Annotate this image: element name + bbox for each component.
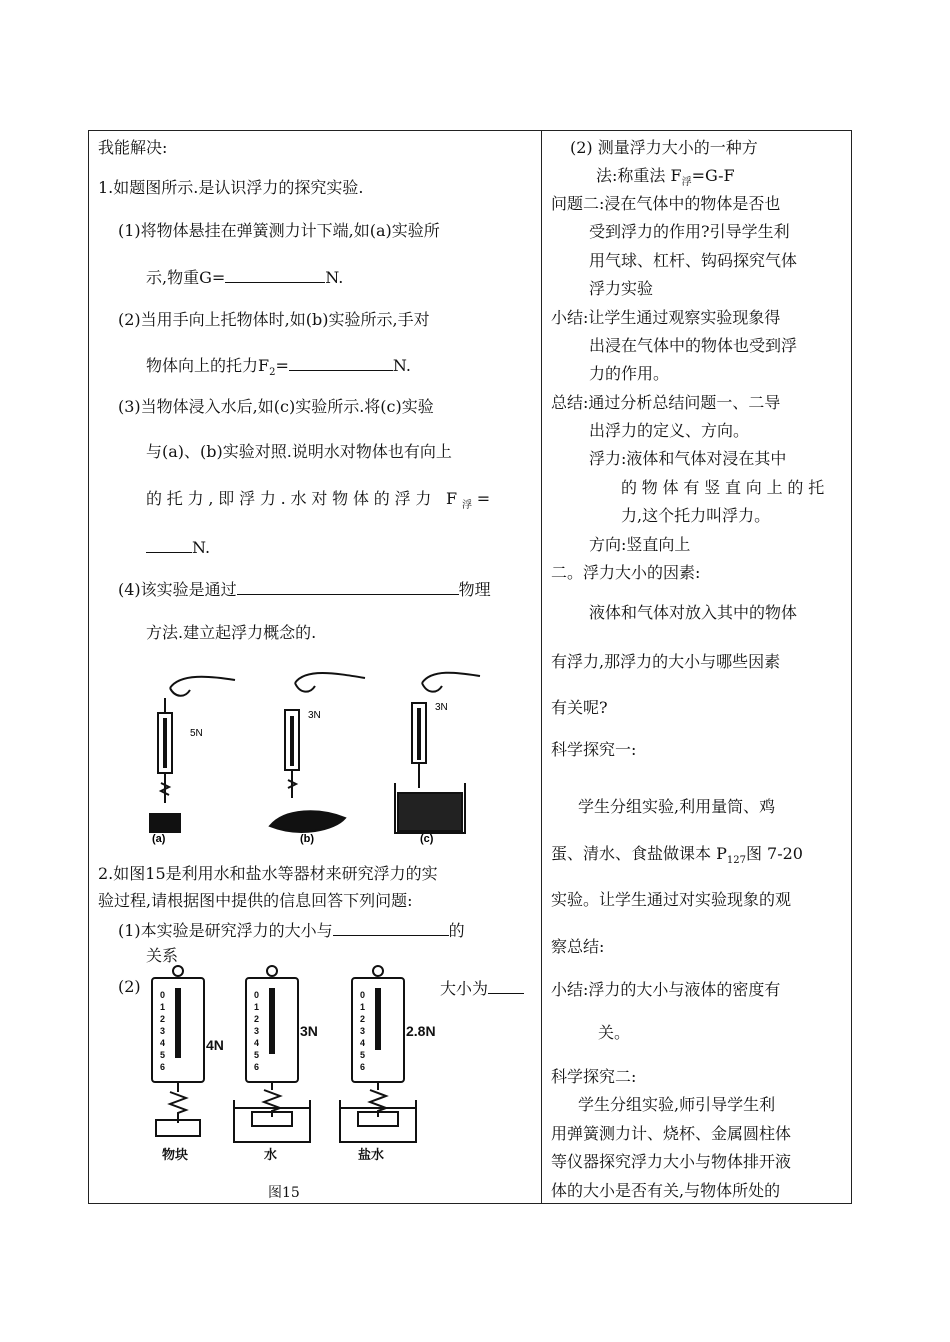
tick-label: 0 — [360, 990, 366, 1000]
question-2-line2: 验过程,请根据图中提供的信息回答下列问题: — [98, 891, 413, 910]
right-line-7: 小结:让学生通过观察实验现象得 — [551, 308, 781, 327]
q1-part3-line4: N. — [146, 536, 210, 558]
right-line-24: 察总结: — [551, 937, 605, 956]
tick-label: 1 — [254, 1002, 260, 1012]
right-line-15: 方向:竖直向上 — [589, 535, 691, 554]
q1-part4-line2: 方法.建立起浮力概念的. — [146, 623, 317, 642]
fig15-reading-saltwater: 2.8N — [406, 1023, 436, 1039]
tick-label: 6 — [360, 1062, 366, 1072]
right-line-4: 受到浮力的作用?引导学生利 — [589, 222, 790, 241]
q1-part1-line1: (1)将物体悬挂在弹簧测力计下端,如(a)实验所 — [118, 221, 440, 240]
tick-label: 6 — [254, 1062, 260, 1072]
tick-label: 4 — [160, 1038, 166, 1048]
right-line-9: 力的作用。 — [589, 364, 670, 383]
figure-1-spring-scale-experiments — [130, 668, 510, 843]
tick-label: 2 — [360, 1014, 366, 1024]
tick-label: 0 — [160, 990, 166, 1000]
fig1-caption-b: (b) — [300, 833, 315, 845]
fig15-reading-block: 4N — [206, 1037, 224, 1053]
right-line-6: 浮力实验 — [589, 279, 654, 298]
tick-label: 5 — [254, 1050, 260, 1060]
fig1-caption-a: (a) — [152, 833, 166, 845]
q2-part2-pre: (2) — [118, 977, 141, 996]
q1-part1-line2: 示,物重G= N. — [146, 268, 344, 287]
tick-label: 3 — [160, 1026, 166, 1036]
question-2-line1: 2.如图15是利用水和盐水等器材来研究浮力的实 — [98, 864, 438, 883]
tick-label: 1 — [360, 1002, 366, 1012]
answer-blank[interactable] — [146, 536, 192, 553]
right-line-30: 等仪器探究浮力大小与物体排开液 — [551, 1152, 792, 1171]
right-line-31: 体的大小是否有关,与物体所处的 — [551, 1181, 781, 1200]
right-line-27: 科学探究二: — [551, 1067, 637, 1086]
right-line-16: 二。浮力大小的因素: — [551, 563, 701, 582]
right-line-1: (2) 测量浮力大小的一种方 — [570, 138, 758, 157]
tick-label: 4 — [254, 1038, 260, 1048]
column-divider — [541, 131, 542, 1203]
right-line-18: 有浮力,那浮力的大小与哪些因素 — [551, 652, 781, 671]
q1-part3-line1: (3)当物体浸入水后,如(c)实验所示.将(c)实验 — [118, 397, 434, 416]
tick-label: 2 — [254, 1014, 260, 1024]
right-line-13: 的物体有竖直向上的托 — [621, 478, 830, 497]
right-line-28: 学生分组实验,师引导学生利 — [578, 1095, 776, 1114]
right-line-8: 出浸在气体中的物体也受到浮 — [589, 336, 798, 355]
right-line-2: 法:称重法 $F_浮=G-F$ — [596, 166, 735, 189]
q1-part2-line1: (2)当用手向上托物体时,如(b)实验所示,手对 — [118, 310, 430, 329]
answer-blank[interactable] — [237, 578, 459, 595]
q1-part3-line2: 与(a)、(b)实验对照.说明水对物体也有向上 — [146, 442, 452, 461]
q2-part1-cont: 关系 — [146, 946, 179, 965]
tick-label: 5 — [160, 1050, 166, 1060]
left-heading: 我能解决: — [98, 138, 168, 157]
right-line-20: 科学探究一: — [551, 740, 637, 759]
q2-part2-post: 大小为 — [440, 977, 524, 999]
question-1: 1.如题图所示.是认识浮力的探究实验. — [98, 178, 364, 197]
fig15-caption-block: 物块 — [162, 1147, 189, 1162]
answer-blank[interactable] — [333, 919, 449, 936]
q2-part1: (1)本实验是研究浮力的大小与 的 — [118, 921, 465, 940]
right-line-19: 有关呢? — [551, 698, 608, 717]
fig1-scale-label-c: 3N — [435, 702, 448, 713]
fig15-caption-water: 水 — [264, 1147, 278, 1162]
answer-blank[interactable] — [289, 354, 393, 371]
right-line-29: 用弹簧测力计、烧杯、金属圆柱体 — [551, 1124, 792, 1143]
figure-15-buoyancy-experiment — [148, 960, 448, 1165]
q1-part3-line3: 的托力,即浮力.水对物体的浮力 $F_浮=$ — [146, 489, 495, 512]
right-line-14: 力,这个托力叫浮力。 — [621, 506, 771, 525]
right-line-17: 液体和气体对放入其中的物体 — [589, 603, 798, 622]
right-line-26: 关。 — [598, 1023, 631, 1042]
tick-label: 3 — [360, 1026, 366, 1036]
tick-label: 3 — [254, 1026, 260, 1036]
fig15-reading-water: 3N — [300, 1023, 318, 1039]
q1-part2-line2: 物体向上的托力$F_2= N$. — [146, 356, 411, 379]
tick-label: 1 — [160, 1002, 166, 1012]
fig1-caption-c: (c) — [420, 833, 434, 845]
tick-label: 4 — [360, 1038, 366, 1048]
tick-label: 6 — [160, 1062, 166, 1072]
tick-label: 0 — [254, 990, 260, 1000]
q1-part4-line1: (4)该实验是通过 物理 — [118, 580, 491, 599]
right-line-21: 学生分组实验,利用量筒、鸡 — [578, 797, 776, 816]
right-line-23: 实验。让学生通过对实验现象的观 — [551, 890, 792, 909]
right-line-22: 蛋、清水、食盐做课本 $P_{127}$图 7-20 — [551, 844, 803, 867]
fig15-caption-saltwater: 盐水 — [358, 1147, 385, 1162]
right-line-5: 用气球、杠杆、钩码探究气体 — [589, 251, 798, 270]
tick-label: 5 — [360, 1050, 366, 1060]
right-line-3: 问题二:浸在气体中的物体是否也 — [551, 194, 781, 213]
fig15-title: 图15 — [268, 1185, 300, 1201]
fig1-scale-label-b: 3N — [308, 710, 321, 721]
tick-label: 2 — [160, 1014, 166, 1024]
right-line-10: 总结:通过分析总结问题一、二导 — [551, 393, 781, 412]
right-line-25: 小结:浮力的大小与液体的密度有 — [551, 980, 781, 999]
answer-blank[interactable] — [488, 977, 524, 994]
right-line-11: 出浮力的定义、方向。 — [589, 421, 750, 440]
right-line-12: 浮力:液体和气体对浸在其中 — [589, 449, 787, 468]
answer-blank[interactable] — [225, 266, 325, 283]
fig1-scale-label-a: 5N — [190, 728, 203, 739]
